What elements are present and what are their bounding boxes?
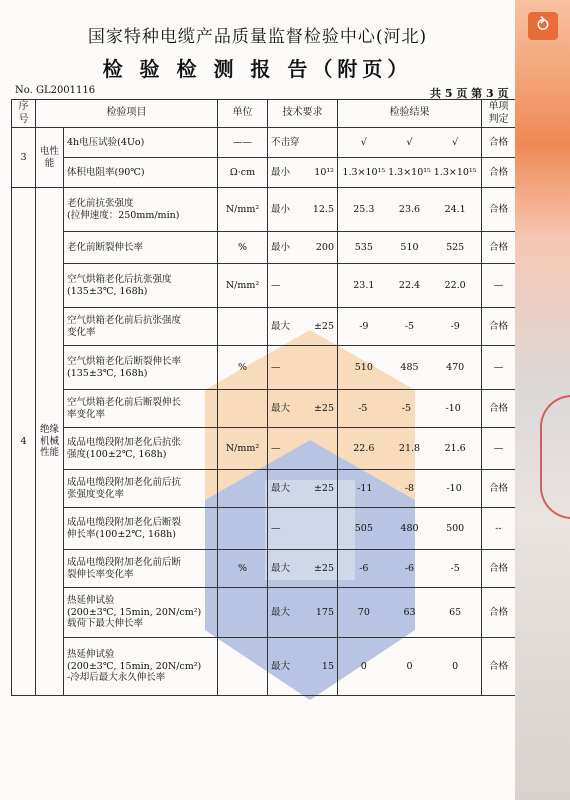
verdict: — xyxy=(482,264,516,308)
item-name: 成品电缆段附加老化后断裂 伸长率(100±2℃, 168h) xyxy=(64,508,218,550)
requirement xyxy=(268,232,338,264)
result-1: -9 xyxy=(359,320,369,332)
verdict: 合格 xyxy=(482,188,516,232)
verdict: 合格 xyxy=(482,550,516,588)
result-2: -5 xyxy=(404,320,415,332)
req-kind: — xyxy=(271,361,281,373)
header-verdict-l2: 判定 xyxy=(488,113,509,125)
doc-number: No. GL2001116 xyxy=(15,85,96,96)
result-3: 0 xyxy=(452,660,459,672)
table-row xyxy=(12,128,516,158)
unit xyxy=(218,588,268,638)
result-3: 24.1 xyxy=(444,203,466,215)
group3-name xyxy=(36,128,64,188)
report-title: 检 验 检 测 报 告（附页） xyxy=(102,57,413,81)
results xyxy=(338,232,482,264)
table-row xyxy=(12,550,516,588)
stamp-seal xyxy=(540,395,570,519)
result-1: -11 xyxy=(357,482,373,494)
result-1: -5 xyxy=(358,402,368,414)
req-kind: 最小 xyxy=(271,166,291,178)
req-value: 10¹² xyxy=(314,166,334,178)
requirement xyxy=(268,428,338,470)
req-value: 175 xyxy=(315,606,334,618)
brochure-logo-icon: ⥁ xyxy=(528,12,558,40)
table-row xyxy=(12,588,516,638)
result-1: 25.3 xyxy=(353,203,375,215)
item-name: 空气烘箱老化后断裂伸长率 (135±3℃, 168h) xyxy=(64,346,218,390)
table-row xyxy=(12,470,516,508)
result-2: 21.8 xyxy=(398,442,421,454)
result-1: 70 xyxy=(357,606,370,618)
req-kind: 不击穿 xyxy=(271,136,300,148)
table-row xyxy=(12,346,516,390)
requirement xyxy=(268,390,338,428)
group4-name xyxy=(36,188,64,696)
table-row xyxy=(12,308,516,346)
req-kind: 最大 xyxy=(271,402,291,414)
result-2: 485 xyxy=(400,361,419,373)
unit xyxy=(218,508,268,550)
group3-name-l1: 电性 xyxy=(39,145,59,157)
item-name: 热延伸试验 (200±3℃, 15min, 20N/cm²) 载荷下最大伸长率 xyxy=(64,588,218,638)
item-name: 空气烘箱老化前后断裂伸长 率变化率 xyxy=(64,390,218,428)
requirement xyxy=(268,346,338,390)
results xyxy=(338,470,482,508)
unit xyxy=(218,470,268,508)
result-2: -8 xyxy=(404,482,415,494)
result-1: 0 xyxy=(360,660,367,672)
results xyxy=(338,264,482,308)
result-2: 510 xyxy=(400,241,419,253)
req-value: ±25 xyxy=(313,402,334,414)
unit: N/mm² xyxy=(218,428,268,470)
group3-name-l2: 能 xyxy=(44,157,55,169)
results xyxy=(338,550,482,588)
verdict: 合格 xyxy=(482,390,516,428)
result-3: -9 xyxy=(450,320,460,332)
req-kind: 最大 xyxy=(271,660,291,672)
requirement xyxy=(268,264,338,308)
req-kind: — xyxy=(271,279,281,291)
item-name: 成品电缆段附加老化前后抗 张强度变化率 xyxy=(64,470,218,508)
req-value: 200 xyxy=(315,241,334,253)
unit: N/mm² xyxy=(218,264,268,308)
req-kind: 最大 xyxy=(271,606,291,618)
req-value: 15 xyxy=(321,660,334,672)
table-row xyxy=(12,264,516,308)
result-3: 1.3×10¹⁵ xyxy=(433,166,477,178)
result-2: √ xyxy=(406,136,413,148)
result-3: 21.6 xyxy=(444,442,466,454)
unit: —— xyxy=(218,128,268,158)
result-1: -6 xyxy=(359,562,369,574)
table-row xyxy=(12,188,516,232)
result-1: 510 xyxy=(354,361,373,373)
item-name: 体积电阻率(90℃) xyxy=(64,158,218,188)
requirement xyxy=(268,470,338,508)
header-item: 检验项目 xyxy=(36,100,218,128)
verdict: 合格 xyxy=(482,128,516,158)
req-kind: — xyxy=(271,522,281,534)
results xyxy=(338,308,482,346)
req-value: ±25 xyxy=(313,562,334,574)
unit: Ω·cm xyxy=(218,158,268,188)
requirement xyxy=(268,308,338,346)
result-3: -5 xyxy=(450,562,460,574)
result-3: -10 xyxy=(446,482,462,494)
result-2: 23.6 xyxy=(398,203,421,215)
requirement xyxy=(268,158,338,188)
table-row xyxy=(12,428,516,470)
item-name: 热延伸试验 (200±3℃, 15min, 20N/cm²) -冷却后最大永久伸长率 xyxy=(64,638,218,696)
requirement xyxy=(268,188,338,232)
requirement xyxy=(268,588,338,638)
header-unit: 单位 xyxy=(218,100,268,128)
header-verdict-l1: 单项 xyxy=(488,101,509,112)
result-2: 0 xyxy=(406,660,413,672)
result-3: 65 xyxy=(449,606,462,618)
req-kind: 最大 xyxy=(271,482,291,494)
result-2: 1.3×10¹⁵ xyxy=(388,166,431,178)
header-req: 技术要求 xyxy=(268,100,338,128)
unit: % xyxy=(218,346,268,390)
org-name: 国家特种电缆产品质量监督检验中心(河北) xyxy=(87,27,428,47)
req-value: 12.5 xyxy=(312,203,334,215)
result-2: -5 xyxy=(401,402,412,414)
result-1: 535 xyxy=(354,241,373,253)
item-name: 老化前抗张强度 (拉伸速度：250mm/min) xyxy=(64,188,218,232)
requirement xyxy=(268,638,338,696)
group3-seq: 3 xyxy=(12,128,36,188)
result-2: 22.4 xyxy=(398,279,421,291)
req-kind: 最大 xyxy=(271,320,291,332)
item-name: 空气烘箱老化前后抗张强度 变化率 xyxy=(64,308,218,346)
item-name: 成品电缆段附加老化后抗张 强度(100±2℃, 168h) xyxy=(64,428,218,470)
verdict: 合格 xyxy=(482,470,516,508)
result-2: -6 xyxy=(404,562,415,574)
table-row xyxy=(12,158,516,188)
item-name: 老化前断裂伸长率 xyxy=(64,232,218,264)
verdict: — xyxy=(482,346,516,390)
result-2: 480 xyxy=(400,522,419,534)
verdict: 合格 xyxy=(482,638,516,696)
result-2: 63 xyxy=(403,606,416,618)
result-1: 23.1 xyxy=(353,279,375,291)
group4-name-l2: 机械 xyxy=(39,435,59,447)
header-result: 检验结果 xyxy=(338,100,482,128)
results xyxy=(338,588,482,638)
req-kind: 最大 xyxy=(271,562,291,574)
table-row xyxy=(12,390,516,428)
result-1: 22.6 xyxy=(353,442,375,454)
req-value: ±25 xyxy=(313,320,334,332)
item-name: 成品电缆段附加老化前后断 裂伸长率变化率 xyxy=(64,550,218,588)
unit xyxy=(218,390,268,428)
unit xyxy=(218,638,268,696)
unit: N/mm² xyxy=(218,188,268,232)
results-table xyxy=(11,99,515,696)
req-kind: 最小 xyxy=(271,203,291,215)
unit xyxy=(218,308,268,346)
req-kind: — xyxy=(271,442,281,454)
result-1: 505 xyxy=(354,522,373,534)
unit: % xyxy=(218,232,268,264)
results xyxy=(338,128,482,158)
result-1: √ xyxy=(360,136,367,148)
result-3: 500 xyxy=(446,522,465,534)
verdict: 合格 xyxy=(482,588,516,638)
verdict: — xyxy=(482,428,516,470)
results xyxy=(338,158,482,188)
result-3: 525 xyxy=(446,241,465,253)
results xyxy=(338,188,482,232)
result-3: √ xyxy=(452,136,459,148)
requirement xyxy=(268,128,338,158)
requirement xyxy=(268,550,338,588)
results xyxy=(338,638,482,696)
table-row xyxy=(12,232,516,264)
item-name: 4h电压试验(4Uo) xyxy=(64,128,218,158)
verdict: 合格 xyxy=(482,308,516,346)
group4-name-l3: 性能 xyxy=(39,447,59,459)
group4-seq: 4 xyxy=(12,188,36,696)
result-3: 22.0 xyxy=(444,279,466,291)
header-seq: 序号 xyxy=(12,100,36,128)
header-row xyxy=(12,100,516,128)
table-row xyxy=(12,638,516,696)
results xyxy=(338,508,482,550)
unit: % xyxy=(218,550,268,588)
verdict: 合格 xyxy=(482,158,516,188)
results xyxy=(338,428,482,470)
verdict: -- xyxy=(482,508,516,550)
item-name: 空气烘箱老化后抗张强度 (135±3℃, 168h) xyxy=(64,264,218,308)
result-3: 470 xyxy=(446,361,465,373)
group4-name-l1: 绝缘 xyxy=(39,423,59,435)
req-value: ±25 xyxy=(313,482,334,494)
page-info: 共 5 页 第 3 页 xyxy=(430,87,509,100)
result-1: 1.3×10¹⁵ xyxy=(342,166,386,178)
results xyxy=(338,390,482,428)
req-kind: 最小 xyxy=(271,241,291,253)
results xyxy=(338,346,482,390)
result-3: -10 xyxy=(445,402,461,414)
verdict: 合格 xyxy=(482,232,516,264)
header-verdict xyxy=(482,100,516,128)
table-row xyxy=(12,508,516,550)
requirement xyxy=(268,508,338,550)
